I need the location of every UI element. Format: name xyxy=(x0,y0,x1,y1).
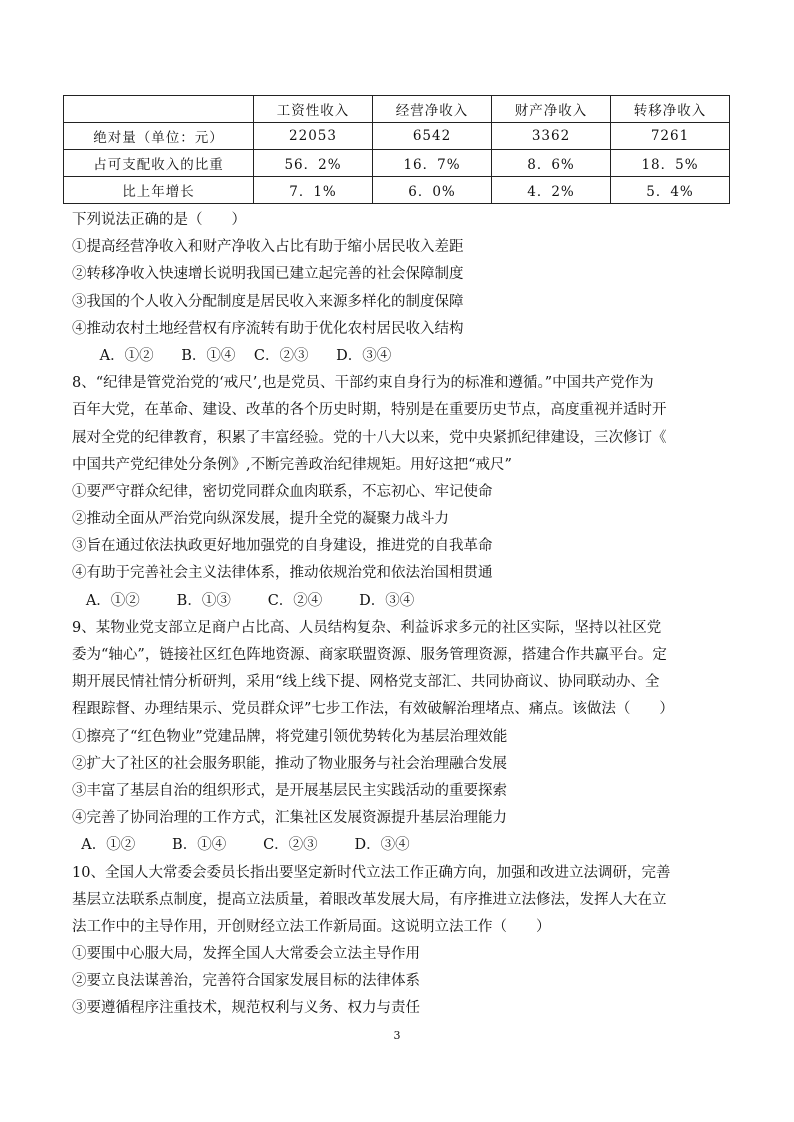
table-cell: 8．6% xyxy=(492,150,611,177)
table-cell: 7．1% xyxy=(254,177,373,204)
statement-item: ②扩大了社区的社会服务职能，推动了物业服务与社会治理融合发展 xyxy=(72,755,507,772)
table-row xyxy=(64,177,730,204)
table-cell: 4．2% xyxy=(492,177,611,204)
question-body xyxy=(72,207,732,1023)
row-label: 占可支配收入的比重 xyxy=(64,150,254,177)
statement-item: ③要遵循程序注重技术，规范权利与义务、权力与责任 xyxy=(72,1000,420,1017)
question-text: 百年大党，在革命、建设、改革的各个历史时期，特别是在重要历史节点，高度重视并适时开 xyxy=(72,402,667,419)
statement-item: ①提高经营净收入和财产净收入占比有助于缩小居民收入差距 xyxy=(72,239,464,256)
statement-item: ②推动全面从严治党向纵深发展，提升全党的凝聚力战斗力 xyxy=(72,511,449,528)
statement-item: ②转移净收入快速增长说明我国已建立起完善的社会保障制度 xyxy=(72,266,464,283)
table-header-cell: 工资性收入 xyxy=(254,96,373,123)
table-header-cell: 经营净收入 xyxy=(373,96,492,123)
question-text: 10、全国人大常委会委员长指出要坚定新时代立法工作正确方向，加强和改进立法调研，完善 xyxy=(72,864,671,881)
table-row xyxy=(64,150,730,177)
page-number: 3 xyxy=(393,1029,401,1042)
question-text: 程跟踪督、办理结果示、党员群众评”七步工作法，有效破解治理堵点、痛点。该做法（ ） xyxy=(72,701,674,718)
statement-item: ④推动农村土地经营权有序流转有助于优化农村居民收入结构 xyxy=(72,320,464,337)
question-text: 8、“纪律是管党治党的‘戒尺’,也是党员、干部约束自身行为的标准和遵循。”中国共产党作为 xyxy=(72,375,654,392)
statement-item: ③丰富了基层自治的组织形式，是开展基层民主实践活动的重要探索 xyxy=(72,782,507,799)
question-text: 中国共产党纪律处分条例》,不断完善政治纪律规矩。用好这把“戒尺” xyxy=(72,456,512,473)
table-cell: 56．2% xyxy=(254,150,373,177)
statement-item: ②要立良法谋善治，完善符合国家发展目标的法律体系 xyxy=(72,973,420,990)
answer-options: A．①② B．①④ C．②③ D．③④ xyxy=(72,347,392,364)
question-text: 展对全党的纪律教育，积累了丰富经验。党的十八大以来，党中央紧抓纪律建设，三次修订《 xyxy=(72,429,667,446)
statement-item: ③旨在通过依法执政更好地加强党的自身建设，推进党的自我革命 xyxy=(72,538,493,555)
question-text: 委为“轴心”，链接社区红色阵地资源、商家联盟资源、服务管理资源，搭建合作共赢平台。定 xyxy=(72,647,667,663)
statement-item: ④完善了协同治理的工作方式，汇集社区发展资源提升基层治理能力 xyxy=(72,810,507,827)
statement-item: ④有助于完善社会主义法律体系，推动依规治党和依法治国相贯通 xyxy=(72,565,493,582)
answer-options: A．①② B．①④ C．②③ D．③④ xyxy=(72,837,410,854)
table-cell: 6542 xyxy=(373,123,492,150)
statement-item: ①擦亮了“红色物业”党建品牌，将党建引领优势转化为基层治理效能 xyxy=(72,728,508,745)
question-text: 9、某物业党支部立足商户占比高、人员结构复杂、利益诉求多元的社区实际，坚持以社区党 xyxy=(72,619,662,636)
table-cell: 6．0% xyxy=(373,177,492,204)
table-cell: 7261 xyxy=(611,123,730,150)
table-header-cell xyxy=(64,96,254,123)
table-cell: 18．5% xyxy=(611,150,730,177)
statement-item: ①要围中心服大局，发挥全国人大常委会立法主导作用 xyxy=(72,946,420,963)
table-cell: 22053 xyxy=(254,123,373,150)
table-cell: 3362 xyxy=(492,123,611,150)
row-label: 比上年增长 xyxy=(64,177,254,204)
statement-item: ①要严守群众纪律，密切党同群众血肉联系，不忘初心、牢记使命 xyxy=(72,483,493,500)
table-header-cell: 财产净收入 xyxy=(492,96,611,123)
statement-item: ③我国的个人收入分配制度是居民收入来源多样化的制度保障 xyxy=(72,293,464,310)
answer-options: A．①② B．①③ C．②④ D．③④ xyxy=(72,592,415,609)
table-header-row xyxy=(64,96,730,123)
question-stem: 下列说法正确的是（ ） xyxy=(72,212,246,228)
table-header-cell: 转移净收入 xyxy=(611,96,730,123)
income-table xyxy=(63,95,730,204)
question-text: 期开展民情社情分析研判，采用“线上线下提、网格党支部汇、共同协商议、协同联动办、全 xyxy=(72,674,660,691)
table-row xyxy=(64,123,730,150)
question-text: 基层立法联系点制度，提高立法质量，着眼改革发展大局，有序推进立法修法，发挥人大在立 xyxy=(72,891,667,908)
table-cell: 5．4% xyxy=(611,177,730,204)
question-text: 法工作中的主导作用，开创财经立法工作新局面。这说明立法工作（ ） xyxy=(72,918,551,935)
table-cell: 16．7% xyxy=(373,150,492,177)
row-label: 绝对量（单位：元） xyxy=(64,123,254,150)
